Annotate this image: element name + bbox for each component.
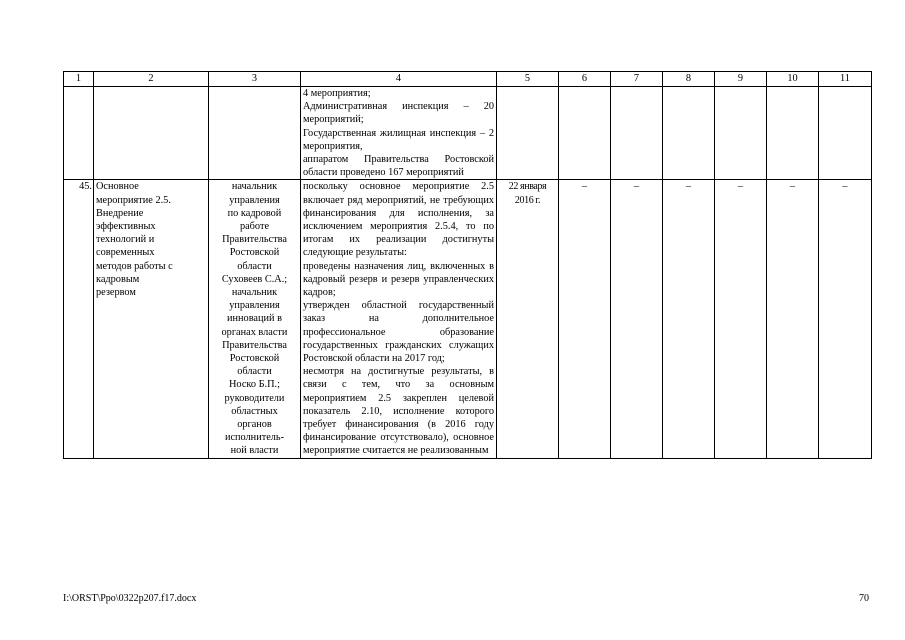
executor-line: начальник (231, 181, 278, 193)
cell-col-6: – (559, 180, 611, 458)
executor-line: руководители (224, 392, 285, 404)
cell-col-9: – (715, 180, 767, 458)
executor-line: Правительства (222, 339, 287, 351)
executor-line: области (237, 260, 272, 272)
cell-empty (497, 87, 559, 180)
cell-col-7: – (611, 180, 663, 458)
executor-line: Ростовской (229, 353, 280, 365)
date-line: 2016 г. (514, 195, 541, 207)
cell-date (497, 180, 559, 458)
result-paragraph: поскольку основное мероприятие 2.5 включает ряд мероприятий, не требующих финансирования для исполнения, за исключением мероприятия 2.5.4, то по итогам их реализации достигнуты следующие результаты: (303, 181, 494, 259)
cell-col-10: – (767, 180, 819, 458)
name-line: Основное (96, 181, 139, 193)
name-line: эффективных (96, 221, 156, 233)
cell-col-8: – (663, 180, 715, 458)
executor-line: управления (229, 194, 280, 206)
header-col-3: 3 (209, 72, 301, 87)
executor-line: Правительства (222, 234, 287, 246)
cell-activity-name (94, 180, 209, 458)
cell-empty (663, 87, 715, 180)
cell-empty (94, 87, 209, 180)
name-line: технологий и (96, 234, 155, 246)
name-line: мероприятие 2.5. (96, 194, 171, 206)
name-line: современных (96, 247, 155, 259)
cell-empty (611, 87, 663, 180)
row-number: 45. (64, 180, 94, 458)
executor-line: Суховеев С.А.; (221, 273, 288, 285)
executor-line: областных (231, 405, 278, 417)
name-line: кадровым (96, 273, 140, 285)
header-col-8: 8 (663, 72, 715, 87)
result-line: аппаратом Правительства Ростовской области проведено 167 мероприятий (303, 154, 494, 179)
header-col-10: 10 (767, 72, 819, 87)
cell-result-continued (301, 87, 497, 180)
name-line: Внедрение (96, 207, 144, 219)
table-row-continued (64, 87, 872, 180)
executor-line: управления (229, 300, 280, 312)
name-line: методов работы с (96, 260, 173, 272)
executor-line: Ростовской (229, 247, 280, 259)
executor-line: по кадровой (227, 207, 282, 219)
cell-empty (767, 87, 819, 180)
executor-line: области (237, 366, 272, 378)
executor-line: Носко Б.П.; (229, 379, 280, 391)
cell-empty (715, 87, 767, 180)
header-col-2: 2 (94, 72, 209, 87)
cell-empty (209, 87, 301, 180)
header-col-4: 4 (301, 72, 497, 87)
cell-results (301, 180, 497, 458)
date-line: 22 января (508, 181, 547, 193)
executor-line: работе (239, 221, 270, 233)
cell-empty (64, 87, 94, 180)
header-col-11: 11 (819, 72, 872, 87)
header-col-9: 9 (715, 72, 767, 87)
executor-line: инноваций в (227, 313, 282, 325)
footer-page-number: 70 (859, 593, 869, 604)
executor-line: исполнитель- (224, 432, 285, 444)
result-paragraph: несмотря на достигнутые результаты, в связи с тем, что за основным мероприятием 2.5 закреплен целевой показатель 2.10, исполнение которого требует финансирования (в 2016 году финансирование отсутствовало), основное мероприятие считается не реализованным (303, 366, 494, 457)
executor-line: ной власти (230, 445, 279, 457)
header-row (64, 72, 872, 87)
header-col-5: 5 (497, 72, 559, 87)
result-line: 4 мероприятия; (303, 88, 371, 99)
cell-col-11: – (819, 180, 872, 458)
result-line: Административная инспекция – 20 мероприятий; (303, 101, 494, 126)
result-paragraph: утвержден областной государственный заказ на дополнительное профессиональное образование государственных гражданских служащих Ростовской области на 2017 год; (303, 300, 494, 365)
executor-line: начальник (231, 287, 278, 299)
executor-line: органов (237, 419, 272, 431)
name-line: резервом (96, 287, 136, 299)
executor-line: органах власти (221, 326, 288, 338)
cell-empty (559, 87, 611, 180)
result-line: Государственная жилищная инспекция – 2 мероприятия, (303, 127, 494, 152)
table-row-45 (64, 180, 872, 458)
header-col-7: 7 (611, 72, 663, 87)
header-col-1: 1 (64, 72, 94, 87)
result-paragraph: проведены назначения лиц, включенных в кадровый резерв и резерв управленческих кадров; (303, 260, 494, 299)
cell-executor (209, 180, 301, 458)
cell-empty (819, 87, 872, 180)
report-table (63, 71, 872, 459)
header-col-6: 6 (559, 72, 611, 87)
footer-file-path: I:\ORST\Ppo\0322p207.f17.docx (63, 593, 197, 604)
